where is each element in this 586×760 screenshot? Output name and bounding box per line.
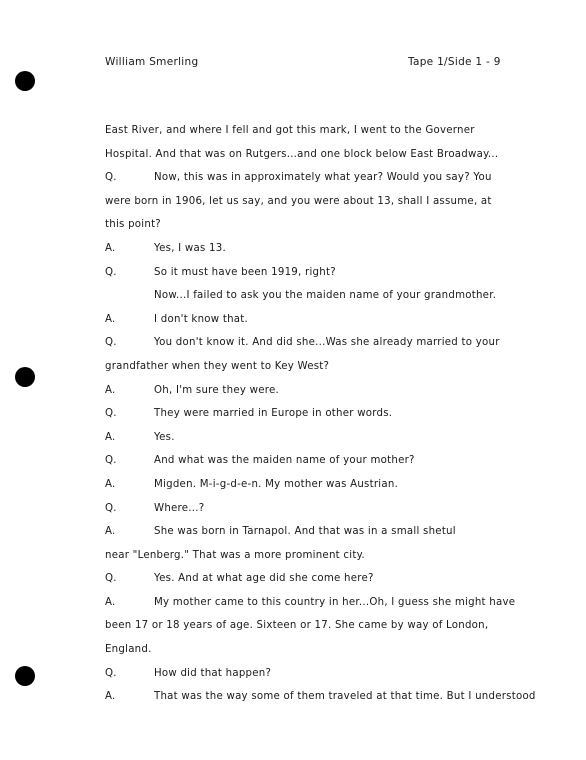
transcript-line [105, 643, 545, 667]
line-text: Now, this was in approximately what year? Would you say? You [154, 172, 492, 184]
transcript-line [105, 525, 545, 549]
line-text: You don't know it. And did she...Was she already married to your [154, 337, 500, 349]
transcript-line [105, 690, 545, 714]
speaker-label: A. [105, 526, 116, 538]
header-tape-info: Tape 1/Side 1 - 9 [408, 56, 501, 68]
transcript-line [105, 596, 545, 620]
transcript-line [105, 407, 545, 431]
transcript-line [105, 195, 545, 219]
line-text: been 17 or 18 years of age. Sixteen or 17. She came by way of London, [105, 620, 489, 632]
transcript-line [105, 336, 545, 360]
speaker-label: Q. [105, 266, 117, 278]
transcript-body [105, 124, 545, 714]
line-text: So it must have been 1919, right? [154, 266, 336, 278]
transcript-line [105, 619, 545, 643]
line-text: England. [105, 644, 152, 656]
speaker-label: A. [105, 596, 116, 608]
line-text: grandfather when they went to Key West? [105, 360, 330, 372]
line-text: near "Lenberg." That was a more prominent city. [105, 549, 365, 561]
speaker-label: Q. [105, 172, 117, 184]
transcript-line [105, 124, 545, 148]
line-text: And what was the maiden name of your mother? [154, 455, 415, 467]
line-text: Now...I failed to ask you the maiden name of your grandmother. [154, 290, 497, 302]
line-text: How did that happen? [154, 667, 272, 679]
line-text: They were married in Europe in other words. [154, 408, 393, 420]
line-text: Where...? [154, 502, 205, 514]
speaker-label: A. [105, 431, 116, 443]
line-text: She was born in Tarnapol. And that was in a small shetul [154, 526, 456, 538]
line-text: I don't know that. [154, 313, 249, 325]
transcript-line [105, 454, 545, 478]
line-text: were born in 1906, let us say, and you were about 13, shall I assume, at [105, 195, 492, 207]
line-text: Yes. And at what age did she come here? [154, 573, 374, 585]
transcript-line [105, 502, 545, 526]
transcript-line [105, 242, 545, 266]
speaker-label: A. [105, 478, 116, 490]
line-text: That was the way some of them traveled at that time. But I understood [154, 691, 536, 703]
speaker-label: A. [105, 691, 116, 703]
transcript-line [105, 572, 545, 596]
line-text: Oh, I'm sure they were. [154, 384, 279, 396]
transcript-line [105, 148, 545, 172]
transcript-line [105, 266, 545, 290]
line-text: My mother came to this country in her...Oh, I guess she might have [154, 596, 516, 608]
speaker-label: Q. [105, 408, 117, 420]
line-text: East River, and where I fell and got this mark, I went to the Governer [105, 125, 475, 136]
transcript-line [105, 384, 545, 408]
transcript-line [105, 667, 545, 691]
transcript-line [105, 360, 545, 384]
binder-hole-middle [15, 367, 35, 387]
transcript-line [105, 218, 545, 242]
speaker-label: Q. [105, 667, 117, 679]
transcript-line [105, 549, 545, 573]
speaker-label: A. [105, 313, 116, 325]
line-text: Hospital. And that was on Rutgers...and one block below East Broadway... [105, 148, 499, 160]
transcript-line [105, 431, 545, 455]
header-interviewee-name: William Smerling [105, 56, 199, 68]
transcript-line [105, 313, 545, 337]
line-text: this point? [105, 219, 161, 231]
transcript-line [105, 171, 545, 195]
speaker-label: A. [105, 384, 116, 396]
speaker-label: A. [105, 242, 116, 254]
speaker-label: Q. [105, 455, 117, 467]
transcript-line [105, 478, 545, 502]
speaker-label: Q. [105, 337, 117, 349]
speaker-label: Q. [105, 573, 117, 585]
line-text: Yes. [154, 431, 175, 443]
line-text: Migden. M-i-g-d-e-n. My mother was Austrian. [154, 478, 399, 490]
binder-hole-bottom [15, 666, 35, 686]
line-text: Yes, I was 13. [154, 242, 226, 254]
transcript-line [105, 289, 545, 313]
binder-hole-top [15, 71, 35, 91]
speaker-label: Q. [105, 502, 117, 514]
